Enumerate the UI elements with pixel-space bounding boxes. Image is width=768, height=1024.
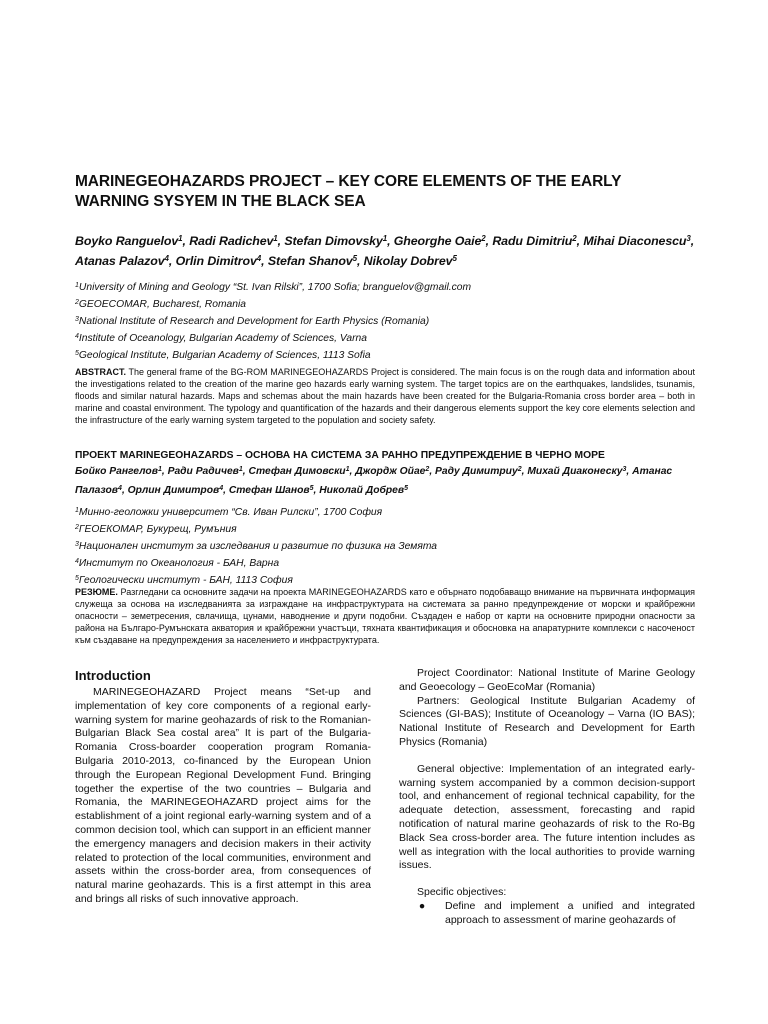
bg-author-name: Раду Димитриу	[435, 466, 518, 477]
bg-author-affiliation-mark: 5	[309, 485, 314, 492]
bg-affiliation-number: 4	[75, 558, 79, 565]
introduction-paragraph: MARINEGEOHAZARD Project means “Set-up and implementation of key core components of a regional early-warning system for marine geohazards of risk to the Romanian-Bulgarian Black Sea costal area” It is part of the Bulgaria-Romania Cross-boarder cooperation program Romania-Bulgaria 2010-2013, co-financed by the European Union through the European Regional Development Fund. Bringing together the expertise of the two countries – Bulgaria and Romania, the MARINEGEOHAZARD project aims for the establishment of a joint regional early-warning system and of a common decision tool, which can support in an efficient manner the emergency managers and decision makers in their activity related to protection of the local communities, environment and assets within the cross-border area, from consequences of natural marine geohazards. This is a first attempt in this area and brings all risks of such innovative approach.	[75, 686, 371, 905]
en-affiliation-number: 2	[75, 299, 79, 306]
specific-objectives-label: Specific objectives:	[417, 886, 507, 899]
left-column	[75, 668, 371, 907]
en-affiliation-line	[75, 346, 695, 363]
bg-author-affiliation-mark: 5	[404, 485, 409, 492]
bg-author-name: Атанас Палазов	[75, 466, 673, 496]
bg-affiliation-line	[75, 537, 695, 554]
bg-author-name: Михай Диаконеску	[527, 466, 623, 477]
bg-affiliation-number: 3	[75, 541, 79, 548]
en-affiliation-line	[75, 278, 695, 295]
bg-affiliation-text: Национален институт за изследвания и развитие по физика на Земята	[78, 541, 438, 552]
bg-author-name: Стефан Димовски	[248, 466, 346, 477]
bg-author-affiliation-mark: 1	[157, 466, 162, 473]
bg-affiliation-text: ГЕОЕКОМАР, Букурещ, Румъния	[78, 524, 237, 535]
introduction-heading: Introduction	[75, 668, 151, 683]
author-name: Orlin Dimitrov	[175, 254, 257, 268]
en-affiliation-number: 5	[75, 350, 79, 357]
bg-affiliation-text: Минно-геоложки университет “Св. Иван Рилски”, 1700 София	[78, 507, 383, 518]
author-affiliation-mark: 5	[352, 254, 357, 263]
bg-author-affiliation-mark: 2	[517, 466, 522, 473]
author-affiliation-mark: 3	[686, 234, 691, 243]
abstract-text: The general frame of the BG-ROM MARINEGEOHAZARDS Project is considered. The main focus is on the rough data and information about the investigations related to the creation of the marine geo hazards early warning system. The target topics are on the earthquakes, landslides, tsunamis, floods and similar natural hazards. Maps and schemas about the main hazards have been created for the Bulgaria-Romania cross border area – both in marine and coastal environment. The typology and quantification of the hazards and their dangerous elements support the key core elements selection and the infrastructure of the early warning system targeted to the population and society safety.	[75, 367, 696, 425]
bg-author-affiliation-mark: 4	[219, 485, 224, 492]
author-affiliation-mark: 4	[164, 254, 169, 263]
author-name: Radi Radichev	[189, 234, 274, 248]
author-name: Stefan Shanov	[267, 254, 353, 268]
project-coordinator: Project Coordinator: National Institute of Marine Geology and Geoecology – GeoEcoMar (Romania)	[399, 667, 695, 693]
paper-title: MARINEGEOHAZARDS PROJECT – KEY CORE ELEMENTS OF THE EARLY WARNING SYSYEM IN THE BLACK SEA	[75, 173, 622, 210]
bg-author-name: Бойко Рангелов	[75, 466, 158, 477]
author-list: Boyko Ranguelov$^1$, Radi Radichev$^1$, Stefan Dimovsky$^1$, Gheorghe Oaie$^2$, Radu Dimitriu$^2$, Mihai Diaconescu$^3$, Atanas Palazov$^4$, Orlin Dimitrov$^4$, Stefan Shanov$^5$, Nikolay Dobrev$^5$	[75, 234, 695, 268]
specific-objectives-list	[399, 900, 695, 928]
author-name: Nikolay Dobrev	[363, 254, 453, 268]
general-objective: General objective: Implementation of an integrated early-warning system accompanied by a common decision-support tool, and enhancement of regional technical capability, for the adequate detection, assessment, forecasting and rapid notification of natural marine geohazards of risk to the Ro-Bg Black Sea cross-border area. The future intention includes as well as integration with the local authorities to provide warning issues.	[399, 762, 695, 872]
bg-affiliation-text: Геологически институт - БАН, 1113 София	[78, 575, 293, 586]
bg-affiliation-line	[75, 520, 695, 537]
author-name: Gheorghe Oaie	[393, 234, 482, 248]
bg-author-affiliation-mark: 4	[118, 485, 122, 492]
project-partners: Partners: Geological Institute Bulgarian Academy of Sciences (GI-BAS); Institute of Oceanology – Varna (IO BAS); National Institute of Research and Development for Earth Physics (Romania)	[399, 694, 695, 748]
right-column	[399, 667, 695, 928]
bg-author-list: Бойко Рангелов$^1$, Ради Радичев$^1$, Стефан Димовски$^1$, Джордж Ойае$^2$, Раду Димитриу$^2$, Михай Диаконеску$^3$, Атанас Палазов$^4$, Орлин Димитров$^4$, Стефан Шанов$^5$, Николай Добрев$^5$	[75, 466, 673, 496]
bg-author-name: Орлин Димитров	[127, 485, 220, 496]
abstract	[75, 366, 695, 426]
en-affiliation-line	[75, 295, 695, 312]
author-affiliation-mark: 5	[452, 254, 457, 263]
bg-affiliation-line	[75, 554, 695, 571]
en-affiliation-line	[75, 312, 695, 329]
bg-affiliation-number: 2	[75, 524, 79, 531]
en-affiliation-number: 4	[75, 333, 79, 340]
bg-author-affiliation-mark: 1	[238, 466, 243, 473]
bg-paper-title: ПРОЕКТ MARINEGEOHAZARDS – ОСНОВА НА СИСТЕМА ЗА РАННО ПРЕДУПРЕЖДЕНИЕ В ЧЕРНО МОРЕ	[75, 450, 605, 461]
author-affiliation-mark: 2	[572, 234, 577, 243]
bg-affiliation-line	[75, 503, 695, 520]
author-affiliation-mark: 4	[256, 254, 262, 263]
bullet-icon: ●	[418, 899, 426, 912]
bg-abstract-label: РЕЗЮМЕ.	[75, 587, 118, 597]
author-name: Atanas Palazov	[75, 254, 165, 268]
en-affiliation-text: National Institute of Research and Development for Earth Physics (Romania)	[78, 316, 430, 327]
bg-author-name: Ради Радичев	[167, 466, 239, 477]
bg-author-name: Джордж Ойае	[355, 466, 426, 477]
bg-author-affiliation-mark: 1	[345, 466, 350, 473]
en-affiliation-line	[75, 329, 695, 346]
bg-affiliation-text: Институт по Океанология - БАН, Варна	[78, 558, 280, 569]
bg-affiliation-number: 1	[75, 507, 79, 514]
author-name: Stefan Dimovsky	[284, 234, 383, 248]
en-affiliation-text: University of Mining and Geology “St. Ivan Rilski”, 1700 Sofia; branguelov@gmail.com	[78, 282, 472, 293]
abstract-label: ABSTRACT.	[75, 367, 126, 377]
author-affiliation-mark: 1	[382, 234, 388, 243]
bg-affiliation-number: 5	[75, 575, 79, 582]
objective-bullet-item	[399, 900, 695, 928]
en-affiliation-text: GEOECOMAR, Bucharest, Romania	[78, 299, 246, 310]
en-affiliation-number: 3	[75, 316, 79, 323]
bullet-text: Define and implement a unified and integrated approach to assessment of marine geohazards of	[445, 899, 695, 926]
affiliation-list	[75, 278, 695, 363]
author-name: Mihai Diaconescu	[583, 234, 687, 248]
bg-affiliation-list	[75, 503, 695, 588]
bg-author-name: Николай Добрев	[319, 485, 405, 496]
en-affiliation-number: 1	[75, 282, 79, 289]
bg-author-affiliation-mark: 3	[622, 466, 627, 473]
bg-author-name: Стефан Шанов	[228, 485, 310, 496]
author-name: Radu Dimitriu	[492, 234, 573, 248]
author-affiliation-mark: 1	[178, 234, 183, 243]
bg-abstract	[75, 586, 695, 646]
author-name: Boyko Ranguelov	[75, 234, 179, 248]
author-affiliation-mark: 2	[481, 234, 486, 243]
bg-author-affiliation-mark: 2	[425, 466, 430, 473]
en-affiliation-text: Institute of Oceanology, Bulgarian Academy of Sciences, Varna	[78, 333, 367, 344]
en-affiliation-text: Geological Institute, Bulgarian Academy of Sciences, 1113 Sofia	[78, 350, 371, 361]
bg-abstract-text: Разгледани са основните задачи на проекта MARINEGEOHAZARDS като е обърнато подобаващо внимание на първичната информация служеща за основа на изследванията за изграждане на инфраструктурата на системата за ранно предупреждение от морски и крайбрежни опасности – земетресения, свлачища, цунами, наводнение и други подобни. Създаден е набор от карти на основните природни опасности за района на Българо-Румънската акватория и крайбрежни участъци, тяхната квантификация и обосновка на апаратурните комплекси с насоченост към създаване на предупреждения за населението и инфраструктурата.	[75, 587, 695, 645]
author-affiliation-mark: 1	[273, 234, 278, 243]
